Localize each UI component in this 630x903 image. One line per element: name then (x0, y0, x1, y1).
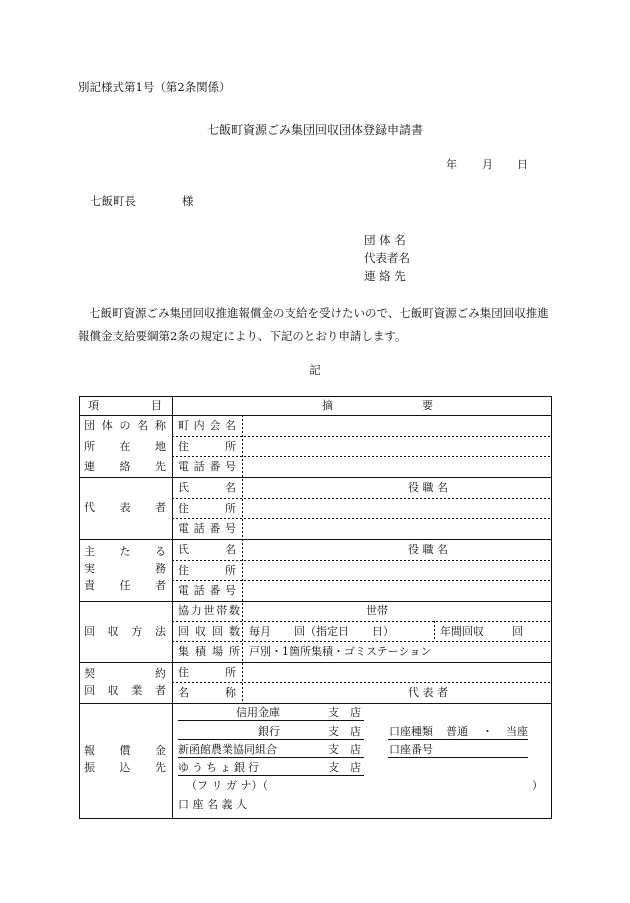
group-address-field-label: 住 所 (178, 440, 236, 453)
collection-method-label: 回 収 方 法 (84, 625, 166, 638)
manager-position-label: 役 職 名 (408, 543, 448, 556)
manager-label-line2: 実 務 (84, 562, 166, 575)
form-number: 別記様式第1号（第2条関係） (78, 80, 231, 94)
representative-name-field-label: 氏 名 (178, 481, 236, 494)
date-year-label: 年 (446, 158, 457, 171)
contractor-address-field-label: 住 所 (178, 666, 236, 679)
ki-marker: 記 (309, 363, 321, 377)
collection-place-field-label: 集 積 場 所 (178, 645, 240, 658)
account-type-label: 口座種類 (389, 725, 433, 738)
table-header-summary-1: 摘 (322, 399, 333, 412)
contractor-name-field-label: 名 称 (178, 686, 236, 699)
frequency-annual: 年間回収 (440, 625, 484, 638)
date-month-label: 月 (482, 158, 493, 171)
bank-shinkin: 信用金庫 (236, 706, 280, 719)
contractor-label-line1: 契 約 (84, 667, 166, 680)
branch-label-3: 支 店 (328, 743, 361, 756)
group-address-label: 所 在 地 (84, 440, 166, 453)
applicant-group-name-label: 団 体 名 (364, 233, 406, 247)
households-field-label: 協 力 世 帯 数 (178, 604, 240, 617)
document-title: 七飯町資源ごみ集団回収団体登録申請書 (206, 123, 423, 137)
representative-label: 代 表 者 (84, 501, 166, 514)
bank-yucho: ゆうちょ銀行 (178, 761, 262, 774)
applicant-representative-label: 代表者名 (364, 251, 410, 265)
furigana-close: ） (532, 779, 543, 792)
manager-phone-field-label: 電 話 番 号 (178, 584, 236, 597)
bank-ja: 新函館農業協同組合 (178, 743, 277, 756)
group-name-label: 団 体 の 名 称 (84, 419, 166, 432)
frequency-day: 日） (372, 625, 394, 638)
representative-address-field-label: 住 所 (178, 502, 236, 515)
manager-address-field-label: 住 所 (178, 564, 236, 577)
branch-label-2: 支 店 (328, 725, 361, 738)
branch-label-4: 支 店 (328, 761, 361, 774)
branch-label-1: 支 店 (328, 706, 361, 719)
addressee: 七飯町長 (90, 194, 136, 208)
account-holder-label: 口 座 名 義 人 (178, 798, 247, 811)
representative-position-label: 役 職 名 (408, 481, 448, 494)
honorific: 様 (182, 194, 194, 208)
account-type-current: 当座 (506, 725, 528, 738)
bank-label-line1: 報 償 金 (84, 744, 166, 757)
collection-place-options: 戸別・1箇所集積・ゴミステーション (249, 645, 432, 658)
bank-ginko: 銀行 (258, 725, 280, 738)
applicant-contact-label: 連 絡 先 (364, 269, 406, 283)
collection-count-field-label: 回 収 回 数 (178, 625, 240, 638)
table-header-summary-2: 要 (422, 399, 433, 412)
application-statement: 七飯町資源ごみ集団回収推進報償金の支給を受けたいので、七飯町資源ごみ集団回収推進報償金支給要綱第2条の規定により、下記のとおり申請します。 (78, 306, 549, 343)
manager-label-line1: 主 た る (84, 545, 166, 558)
date-day-label: 日 (517, 158, 528, 171)
manager-name-field-label: 氏 名 (178, 543, 236, 556)
frequency-monthly: 毎月 (249, 625, 271, 638)
table-header-item: 項 目 (88, 399, 162, 412)
group-contact-label: 連 絡 先 (84, 460, 166, 473)
contractor-label-line2: 回 収 業 者 (84, 684, 166, 697)
manager-label-line3: 責 任 者 (84, 579, 166, 592)
frequency-times-designated: 回（指定日 (294, 625, 349, 638)
households-unit: 世帯 (366, 604, 388, 617)
frequency-annual-times: 回 (512, 625, 523, 638)
neighborhood-name-field-label: 町 内 会 名 (178, 419, 236, 432)
account-number-label: 口座番号 (389, 743, 433, 756)
contractor-representative-label: 代 表 者 (408, 686, 448, 699)
account-type-separator: ・ (482, 725, 493, 738)
group-phone-field-label: 電 話 番 号 (178, 460, 236, 473)
furigana-label: （フ リ ガ ナ）（ (186, 779, 268, 792)
account-type-regular: 普通 (446, 725, 468, 738)
representative-phone-field-label: 電 話 番 号 (178, 522, 236, 535)
bank-label-line2: 振 込 先 (84, 761, 166, 774)
